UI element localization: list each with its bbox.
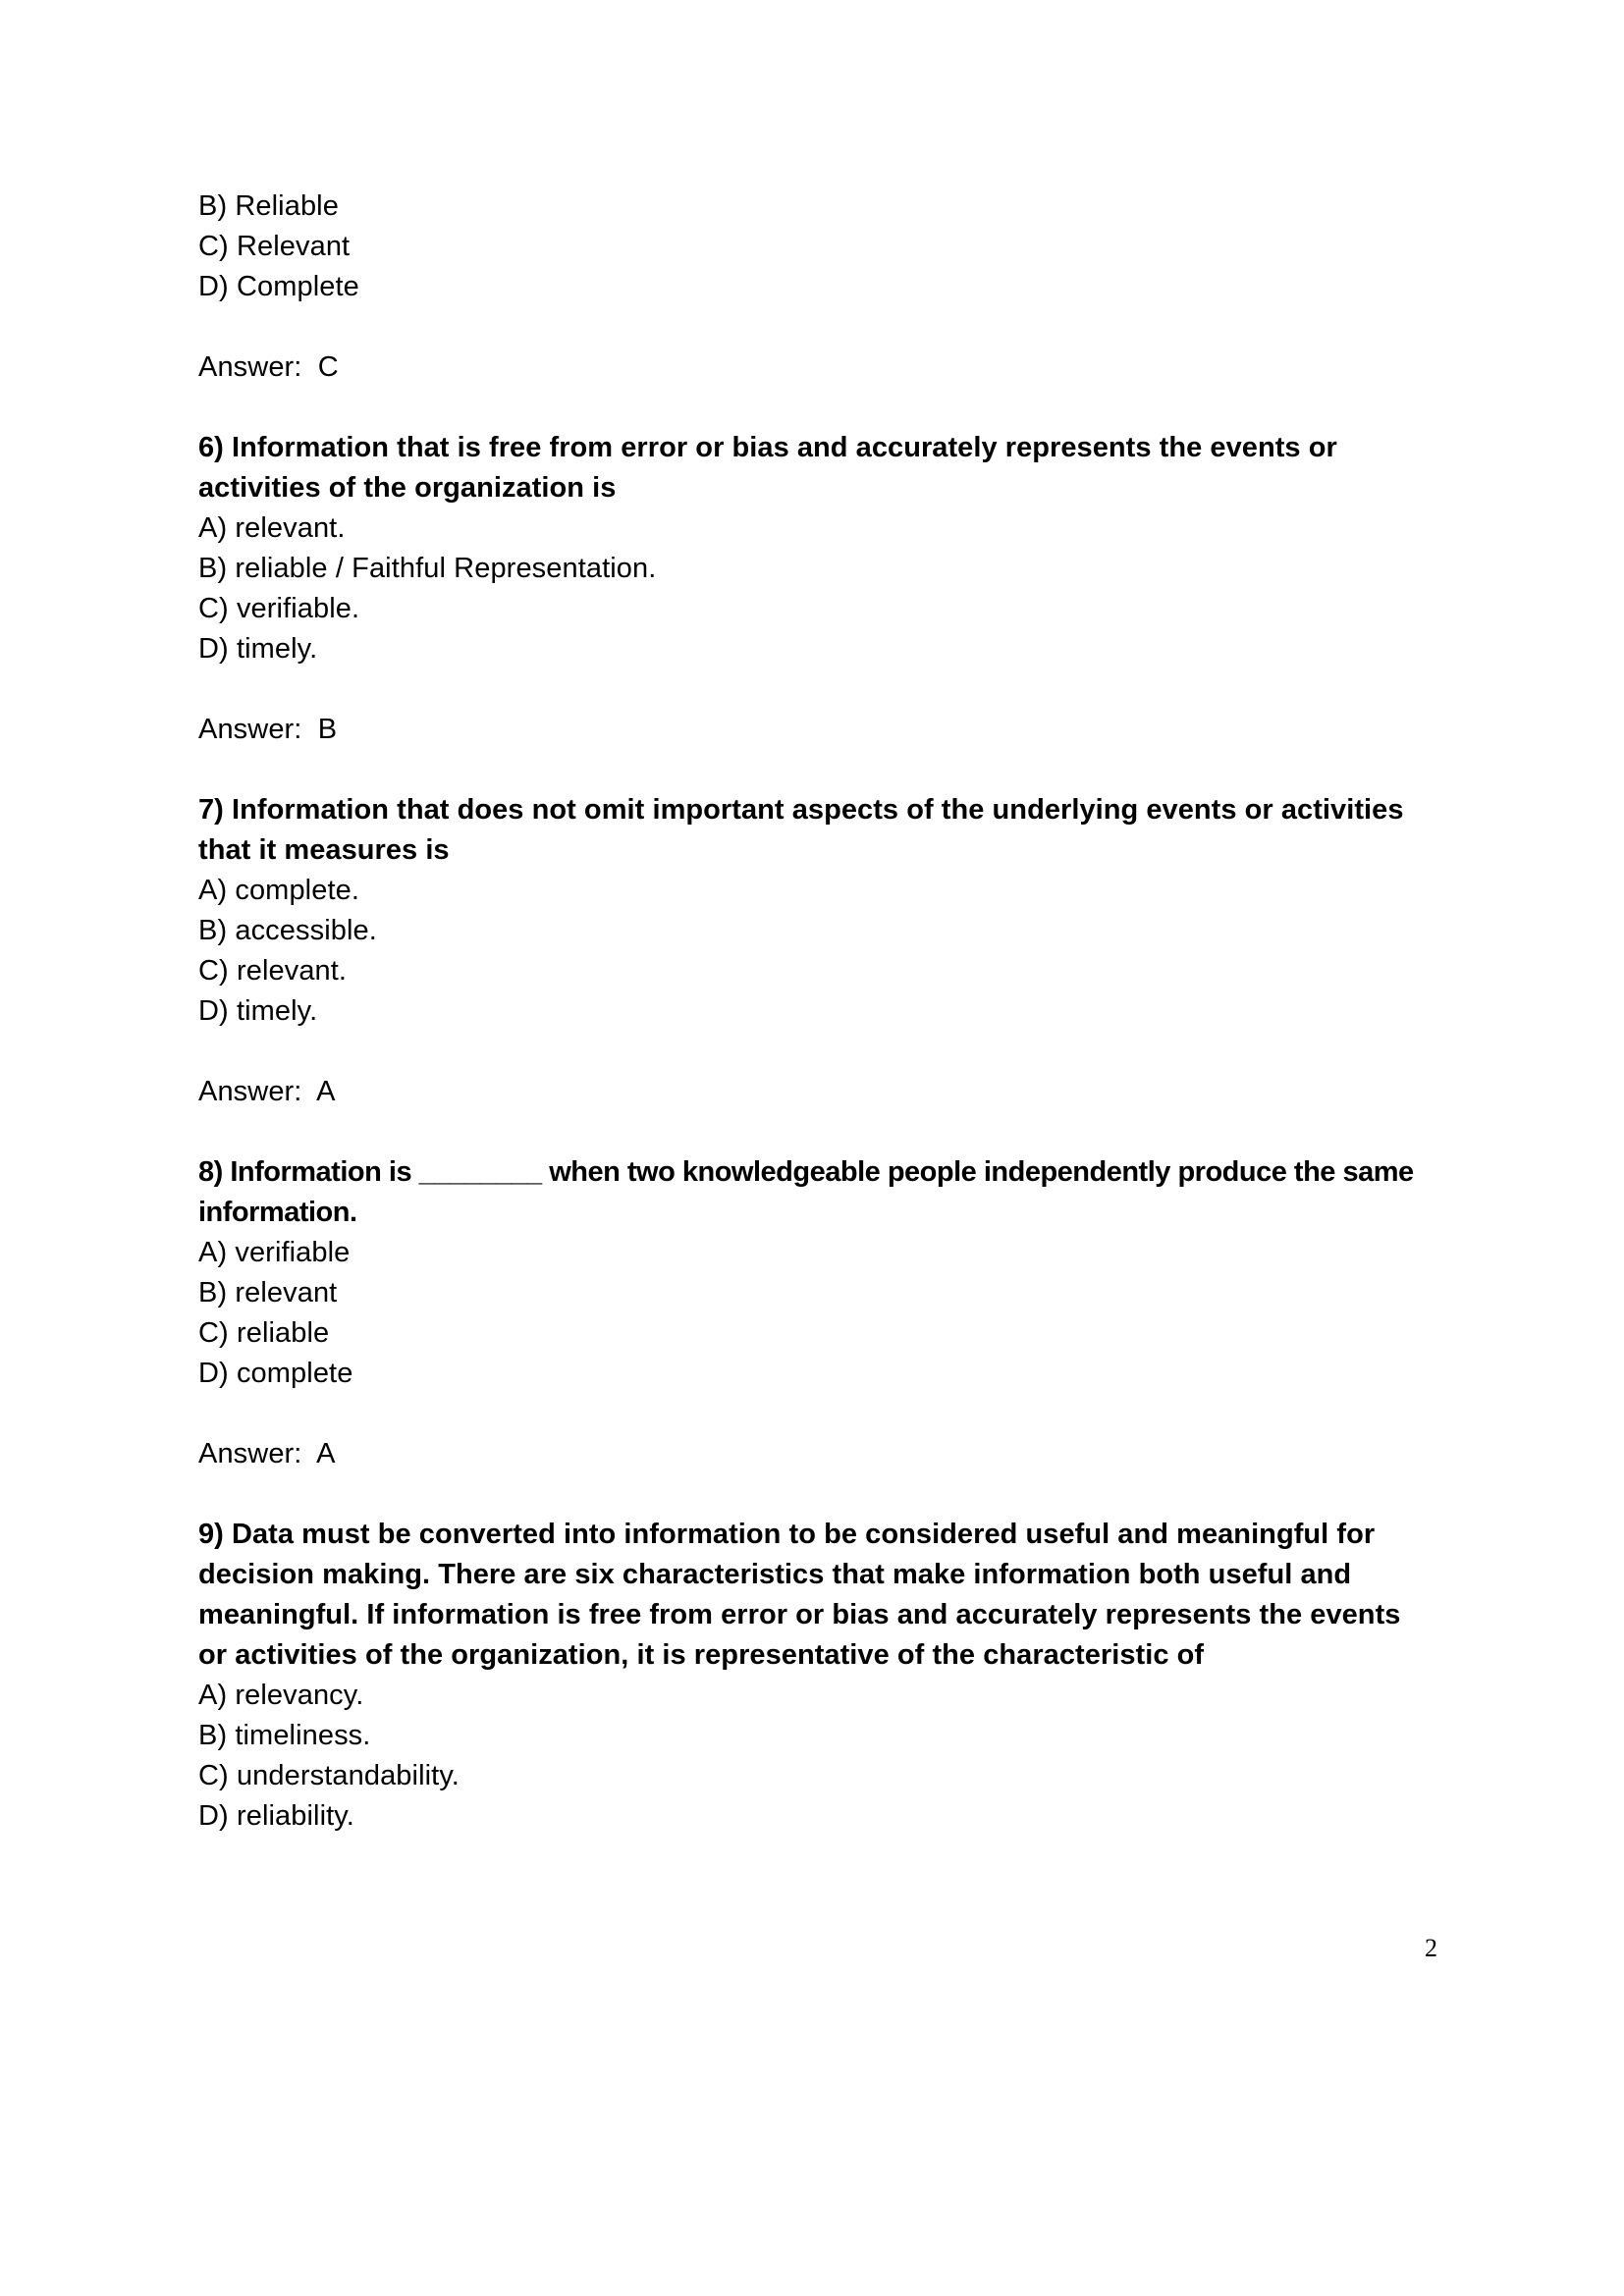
answer-7	[198, 1072, 1426, 1112]
question-7-option-c: C) relevant.	[198, 955, 348, 987]
question-8-stem: 8) Information is ________ when two knowledgeable people independently produce the same information.	[198, 1156, 1414, 1228]
spacer	[198, 388, 1426, 428]
question-9-option-a: A) relevancy.	[198, 1680, 364, 1711]
question-6-option-b: B) reliable / Faithful Representation.	[198, 553, 657, 584]
answer-6	[198, 710, 1426, 750]
answer-label: Answer: A	[198, 1438, 336, 1469]
option-b: B) Reliable	[198, 190, 339, 222]
spacer	[198, 1394, 1426, 1434]
option-c: C) Relevant	[198, 231, 351, 262]
spacer	[198, 1112, 1426, 1152]
question-6-stem: 6) Information that is free from error or bias and accurately represents the events or activities of the organization is	[198, 432, 1337, 504]
question-8	[198, 1152, 1426, 1394]
spacer	[198, 750, 1426, 790]
question-6	[198, 428, 1426, 669]
question-7-stem: 7) Information that does not omit important aspects of the underlying events or activities that it measures is	[198, 794, 1404, 866]
question-6-option-a: A) relevant.	[198, 512, 346, 544]
question-7-option-d: D) timely.	[198, 995, 318, 1027]
option-d: D) Complete	[198, 271, 359, 302]
page-number: 2	[1425, 1934, 1437, 1962]
answer-label: Answer: C	[198, 351, 339, 383]
answer-label: Answer: A	[198, 1076, 336, 1107]
question-7-option-a: A) complete.	[198, 875, 359, 906]
question-9-option-b: B) timeliness.	[198, 1720, 371, 1751]
spacer	[198, 669, 1426, 710]
question-8-option-d: D) complete	[198, 1358, 353, 1389]
question-9-option-d: D) reliability.	[198, 1800, 354, 1832]
spacer	[198, 1474, 1426, 1515]
question-9	[198, 1515, 1426, 1837]
question-7-option-b: B) accessible.	[198, 915, 377, 946]
question-5-options	[198, 187, 1426, 307]
question-8-option-c: C) reliable	[198, 1317, 330, 1349]
question-7	[198, 790, 1426, 1032]
answer-label: Answer: B	[198, 714, 338, 745]
question-8-option-a: A) verifiable	[198, 1237, 351, 1268]
question-8-option-b: B) relevant	[198, 1277, 338, 1308]
document-body	[198, 187, 1426, 1837]
question-9-stem: 9) Data must be converted into information to be considered useful and meaningful for decision making. There are six characteristics that make information both useful and meaningful. If information is free from error or bias and accurately represents the events or activities of the organization, it is representative of the characteristic of	[198, 1519, 1401, 1671]
spacer	[198, 1032, 1426, 1072]
question-9-option-c: C) understandability.	[198, 1760, 460, 1791]
question-6-option-d: D) timely.	[198, 633, 318, 665]
question-6-option-c: C) verifiable.	[198, 593, 360, 624]
spacer	[198, 307, 1426, 347]
answer-8	[198, 1434, 1426, 1474]
answer-5	[198, 347, 1426, 388]
